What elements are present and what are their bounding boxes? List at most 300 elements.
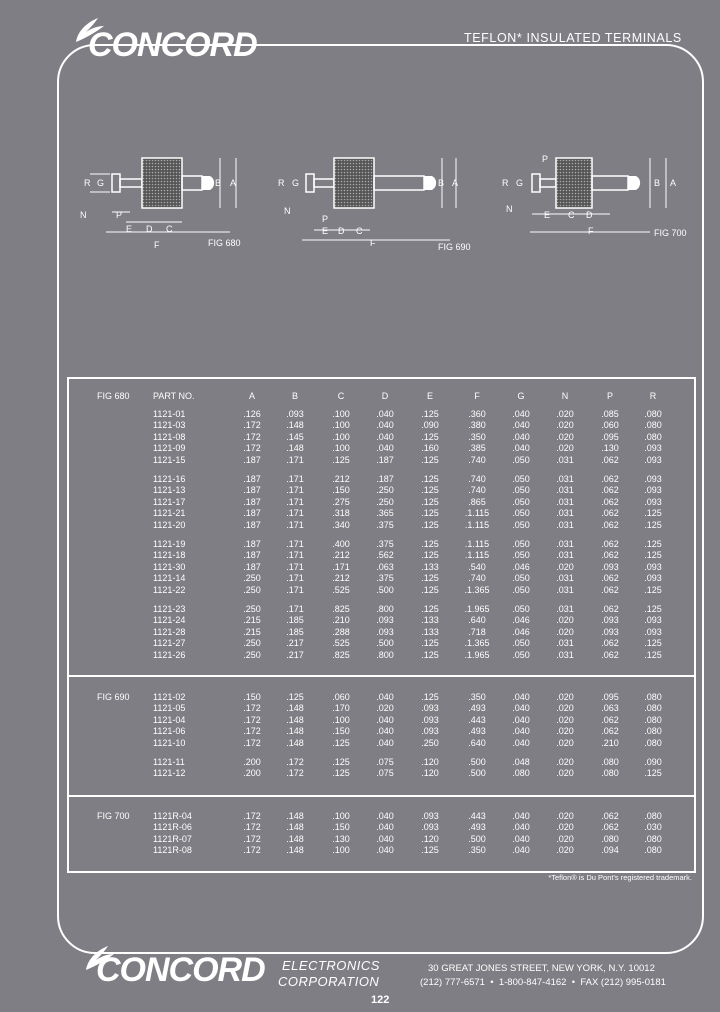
table-cell: .375 <box>376 519 394 530</box>
table-cell: .493 <box>468 822 486 833</box>
table-cell: .020 <box>556 726 574 737</box>
table-cell: .020 <box>556 768 574 779</box>
table-cell: .085 <box>601 409 619 419</box>
part-number: 1121-12 <box>153 768 186 779</box>
table-cell: .640 <box>468 737 486 748</box>
table-cell: .825 <box>332 649 350 660</box>
part-number: 1121-02 <box>153 692 186 702</box>
table-cell: .080 <box>644 811 662 821</box>
table-cell: .125 <box>332 768 350 779</box>
part-number: 1121-14 <box>153 573 186 584</box>
company-line-1: ELECTRONICS <box>282 958 380 973</box>
group-label: FIG 690 <box>97 692 130 702</box>
table-cell: .171 <box>332 561 350 572</box>
table-cell: .125 <box>644 649 662 660</box>
table-cell: .171 <box>286 584 304 595</box>
table-cell: .443 <box>468 714 486 725</box>
table-cell: .031 <box>556 519 574 530</box>
table-cell: .148 <box>286 833 304 844</box>
table-cell: .148 <box>286 714 304 725</box>
table-cell: .093 <box>644 485 662 496</box>
part-number: 1121-06 <box>153 726 186 737</box>
table-cell: .080 <box>644 703 662 714</box>
table-cell: .740 <box>468 474 486 484</box>
table-cell: .217 <box>286 638 304 649</box>
table-cell: .100 <box>332 811 350 821</box>
table-cell: .080 <box>601 833 619 844</box>
table-cell: .050 <box>512 539 530 549</box>
table-cell: .020 <box>556 692 574 702</box>
page-title: TEFLON* INSULATED TERMINALS <box>464 31 682 45</box>
table-cell: .187 <box>243 519 261 530</box>
table-cell: .365 <box>376 508 394 519</box>
table-cell: .040 <box>376 737 394 748</box>
table-cell: .740 <box>468 573 486 584</box>
column-header: P <box>606 391 613 401</box>
fig700-dim-n: N <box>506 204 513 214</box>
table-cell: .800 <box>376 649 394 660</box>
table-cell: .100 <box>332 431 350 442</box>
table-cell: .385 <box>468 443 486 454</box>
part-number: 1121-09 <box>153 443 186 454</box>
table-cell: .125 <box>421 474 439 484</box>
table-cell: .187 <box>243 539 261 549</box>
part-number: 1121R-07 <box>153 833 192 844</box>
table-cell: .040 <box>376 833 394 844</box>
table-divider <box>67 675 696 677</box>
table-cell: .093 <box>644 561 662 572</box>
table-cell: .250 <box>243 573 261 584</box>
part-number: 1121-04 <box>153 714 186 725</box>
table-cell: .031 <box>556 508 574 519</box>
table-cell: .020 <box>556 811 574 821</box>
table-cell: .125 <box>421 584 439 595</box>
table-cell: .187 <box>243 561 261 572</box>
table-cell: .148 <box>286 420 304 431</box>
fig700-dim-c: C <box>568 210 575 220</box>
table-cell: .080 <box>644 737 662 748</box>
table-cell: .172 <box>243 737 261 748</box>
table-cell: .093 <box>286 409 304 419</box>
fig-680-drawing <box>90 158 236 232</box>
table-cell: .093 <box>601 561 619 572</box>
column-header: C <box>337 391 345 401</box>
table-cell: .062 <box>601 573 619 584</box>
table-cell: .020 <box>556 757 574 767</box>
table-cell: .046 <box>512 615 530 626</box>
table-cell: .130 <box>332 833 350 844</box>
table-cell: .040 <box>512 822 530 833</box>
table-cell: .172 <box>243 833 261 844</box>
table-cell: .050 <box>512 584 530 595</box>
table-cell: .160 <box>421 443 439 454</box>
table-cell: .171 <box>286 519 304 530</box>
table-cell: .125 <box>644 768 662 779</box>
table-cell: .187 <box>376 454 394 465</box>
table-cell: .171 <box>286 508 304 519</box>
part-number: 1121R-08 <box>153 845 192 856</box>
table-cell: .170 <box>332 703 350 714</box>
table-cell: .062 <box>601 726 619 737</box>
table-divider <box>67 795 696 797</box>
fig690-dim-c: C <box>356 226 363 236</box>
table-cell: .094 <box>601 845 619 856</box>
fig680-dim-a: A <box>230 178 237 188</box>
part-number: 1121-03 <box>153 420 186 431</box>
table-cell: .080 <box>644 409 662 419</box>
table-cell: .640 <box>468 615 486 626</box>
table-cell: .020 <box>556 626 574 637</box>
table-cell: .865 <box>468 496 486 507</box>
table-cell: .1.965 <box>464 649 490 660</box>
table-cell: .040 <box>376 431 394 442</box>
company-line-2: CORPORATION <box>278 974 380 989</box>
table-cell: .031 <box>556 604 574 614</box>
table-cell: .125 <box>421 431 439 442</box>
table-cell: .1.965 <box>464 604 490 614</box>
table-cell: .095 <box>601 431 619 442</box>
part-number: 1121-26 <box>153 649 186 660</box>
table-cell: .093 <box>644 626 662 637</box>
table-cell: .360 <box>468 409 486 419</box>
fig-700-drawing <box>530 158 666 232</box>
table-cell: .063 <box>601 703 619 714</box>
table-cell: .250 <box>243 649 261 660</box>
table-cell: .500 <box>468 768 486 779</box>
table-cell: .020 <box>556 714 574 725</box>
table-cell: .050 <box>512 550 530 561</box>
table-cell: .040 <box>512 703 530 714</box>
part-number: 1121-20 <box>153 519 186 530</box>
table-cell: .125 <box>421 409 439 419</box>
part-number: 1121R-06 <box>153 822 192 833</box>
table-cell: .020 <box>556 431 574 442</box>
fig690-dim-r: R <box>278 178 285 188</box>
table-cell: .250 <box>243 638 261 649</box>
table-cell: .080 <box>644 692 662 702</box>
table-cell: .125 <box>421 550 439 561</box>
table-cell: .125 <box>286 692 304 702</box>
fig700-label: FIG 700 <box>654 228 687 238</box>
table-cell: .525 <box>332 638 350 649</box>
table-cell: .133 <box>421 615 439 626</box>
table-cell: .825 <box>332 604 350 614</box>
table-cell: .148 <box>286 822 304 833</box>
table-cell: .040 <box>512 692 530 702</box>
table-cell: .120 <box>421 757 439 767</box>
part-number: 1121-18 <box>153 550 186 561</box>
part-number: 1121-16 <box>153 474 186 484</box>
table-cell: .250 <box>421 737 439 748</box>
table-cell: .050 <box>512 485 530 496</box>
table-cell: .062 <box>601 714 619 725</box>
table-cell: .040 <box>512 726 530 737</box>
fig680-dim-n: N <box>80 210 87 220</box>
table-cell: .217 <box>286 649 304 660</box>
table-cell: .125 <box>644 604 662 614</box>
part-number: 1121-22 <box>153 584 186 595</box>
fig700-dim-e: E <box>544 210 551 220</box>
fig690-dim-g: G <box>292 178 300 188</box>
company-address: 30 GREAT JONES STREET, NEW YORK, N.Y. 10012 <box>428 963 655 974</box>
table-cell: .093 <box>376 615 394 626</box>
fig700-dim-r: R <box>502 178 509 188</box>
table-cell: .040 <box>512 443 530 454</box>
table-cell: .040 <box>376 409 394 419</box>
table-cell: .020 <box>556 822 574 833</box>
table-cell: .172 <box>243 431 261 442</box>
table-cell: .172 <box>286 768 304 779</box>
fig690-dim-a: A <box>452 178 459 188</box>
table-cell: .093 <box>644 496 662 507</box>
table-cell: .172 <box>243 443 261 454</box>
company-contact: (212) 777-6571 • 1-800-847-4162 • FAX (212) 995-0181 <box>420 977 666 988</box>
part-number: 1121-30 <box>153 561 186 572</box>
fig680-dim-f: F <box>154 240 160 250</box>
table-cell: .093 <box>421 822 439 833</box>
table-cell: .375 <box>376 539 394 549</box>
table-cell: .150 <box>332 726 350 737</box>
table-cell: .125 <box>421 604 439 614</box>
table-cell: .125 <box>644 584 662 595</box>
table-cell: .210 <box>601 737 619 748</box>
table-cell: .050 <box>512 604 530 614</box>
table-cell: .125 <box>421 496 439 507</box>
table-cell: .126 <box>243 409 261 419</box>
table-cell: .080 <box>644 714 662 725</box>
fig680-dim-d: D <box>146 224 153 234</box>
table-cell: .212 <box>332 474 350 484</box>
table-cell: .075 <box>376 768 394 779</box>
table-cell: .120 <box>421 833 439 844</box>
table-cell: .093 <box>601 615 619 626</box>
table-cell: .040 <box>376 845 394 856</box>
table-cell: .031 <box>556 550 574 561</box>
table-cell: .500 <box>376 638 394 649</box>
table-cell: .120 <box>421 768 439 779</box>
table-cell: .148 <box>286 737 304 748</box>
table-cell: .093 <box>601 626 619 637</box>
table-cell: .031 <box>556 485 574 496</box>
part-number: 1121R-04 <box>153 811 192 821</box>
table-cell: .185 <box>286 615 304 626</box>
table-cell: .040 <box>512 833 530 844</box>
table-cell: .187 <box>243 454 261 465</box>
table-cell: .040 <box>376 811 394 821</box>
table-cell: .525 <box>332 584 350 595</box>
table-cell: .040 <box>512 714 530 725</box>
column-header: G <box>517 391 525 401</box>
table-cell: .080 <box>644 431 662 442</box>
table-cell: .171 <box>286 573 304 584</box>
table-cell: .443 <box>468 811 486 821</box>
table-cell: .380 <box>468 420 486 431</box>
table-cell: .340 <box>332 519 350 530</box>
table-cell: .148 <box>286 703 304 714</box>
table-cell: .062 <box>601 454 619 465</box>
table-cell: .020 <box>556 703 574 714</box>
table-cell: .040 <box>376 692 394 702</box>
table-cell: .095 <box>601 692 619 702</box>
table-cell: .350 <box>468 692 486 702</box>
table-cell: .031 <box>556 649 574 660</box>
table-cell: .172 <box>243 811 261 821</box>
table-cell: .031 <box>556 496 574 507</box>
table-cell: .100 <box>332 845 350 856</box>
table-cell: .062 <box>601 474 619 484</box>
table-cell: .020 <box>556 737 574 748</box>
table-cell: .288 <box>332 626 350 637</box>
table-cell: .040 <box>376 822 394 833</box>
table-cell: .718 <box>468 626 486 637</box>
table-cell: .093 <box>644 573 662 584</box>
fig690-dim-p: P <box>322 214 329 224</box>
table-cell: .093 <box>421 811 439 821</box>
table-cell: .040 <box>376 714 394 725</box>
table-cell: .500 <box>468 757 486 767</box>
fig690-label: FIG 690 <box>438 242 471 252</box>
part-number: 1121-19 <box>153 539 186 549</box>
table-cell: .080 <box>644 420 662 431</box>
table-cell: .048 <box>512 757 530 767</box>
group-label: FIG 680 <box>97 391 130 401</box>
table-cell: .050 <box>512 519 530 530</box>
table-cell: .040 <box>376 443 394 454</box>
table-cell: .125 <box>332 454 350 465</box>
table-cell: .148 <box>286 726 304 737</box>
table-cell: .125 <box>644 550 662 561</box>
table-cell: .172 <box>243 420 261 431</box>
table-cell: .040 <box>376 420 394 431</box>
table-cell: .090 <box>421 420 439 431</box>
fig700-dim-d: D <box>586 210 593 220</box>
table-cell: .493 <box>468 703 486 714</box>
table-cell: .172 <box>243 845 261 856</box>
table-cell: .050 <box>512 573 530 584</box>
table-cell: .125 <box>421 573 439 584</box>
table-cell: .130 <box>601 443 619 454</box>
part-number: 1121-15 <box>153 454 186 465</box>
table-cell: .250 <box>243 584 261 595</box>
table-cell: .171 <box>286 604 304 614</box>
table-cell: .740 <box>468 454 486 465</box>
table-cell: .133 <box>421 561 439 572</box>
table-cell: .040 <box>512 409 530 419</box>
table-cell: .093 <box>376 626 394 637</box>
table-cell: .100 <box>332 443 350 454</box>
table-cell: .125 <box>421 649 439 660</box>
table-cell: .031 <box>556 573 574 584</box>
fig690-dim-d: D <box>338 226 345 236</box>
table-cell: .031 <box>556 584 574 595</box>
part-number: 1121-17 <box>153 496 186 507</box>
table-cell: .080 <box>512 768 530 779</box>
table-cell: .062 <box>601 496 619 507</box>
table-cell: .171 <box>286 485 304 496</box>
table-cell: .125 <box>421 485 439 496</box>
table-cell: .800 <box>376 604 394 614</box>
fig680-dim-e: E <box>126 224 133 234</box>
table-cell: .740 <box>468 485 486 496</box>
table-cell: .050 <box>512 508 530 519</box>
table-cell: .540 <box>468 561 486 572</box>
table-cell: .148 <box>286 845 304 856</box>
part-number: 1121-27 <box>153 638 186 649</box>
footnote: *Teflon® is Du Pont's registered trademark. <box>548 873 692 882</box>
table-cell: .062 <box>601 604 619 614</box>
table-cell: .040 <box>512 431 530 442</box>
table-cell: .1.115 <box>464 519 490 530</box>
footer-brand-logo: CONCORD <box>96 951 265 989</box>
part-number: 1121-10 <box>153 737 186 748</box>
table-cell: .093 <box>421 726 439 737</box>
table-cell: .062 <box>601 519 619 530</box>
part-number: 1121-08 <box>153 431 186 442</box>
table-cell: .020 <box>556 443 574 454</box>
table-cell: .150 <box>243 692 261 702</box>
table-cell: .030 <box>644 822 662 833</box>
column-header: B <box>291 391 298 401</box>
table-cell: .171 <box>286 550 304 561</box>
table-cell: .562 <box>376 550 394 561</box>
table-cell: .171 <box>286 496 304 507</box>
table-cell: .210 <box>332 615 350 626</box>
table-cell: .171 <box>286 539 304 549</box>
table-cell: .187 <box>243 474 261 484</box>
table-cell: .500 <box>376 584 394 595</box>
fig680-dim-b: B <box>215 178 222 188</box>
table-cell: .093 <box>644 615 662 626</box>
table-cell: .100 <box>332 714 350 725</box>
table-cell: .133 <box>421 626 439 637</box>
table-cell: .187 <box>243 496 261 507</box>
table-cell: .020 <box>376 703 394 714</box>
table-cell: .250 <box>243 604 261 614</box>
table-cell: .031 <box>556 474 574 484</box>
table-cell: .050 <box>512 454 530 465</box>
table-cell: .275 <box>332 496 350 507</box>
table-cell: .040 <box>512 811 530 821</box>
fig680-dim-p: P <box>116 210 123 220</box>
table-cell: .350 <box>468 431 486 442</box>
table-cell: .093 <box>421 714 439 725</box>
part-no-header: PART NO. <box>153 391 195 401</box>
table-cell: .093 <box>644 474 662 484</box>
table-cell: .125 <box>644 539 662 549</box>
table-cell: .172 <box>286 757 304 767</box>
fig680-label: FIG 680 <box>208 238 241 248</box>
table-cell: .200 <box>243 768 261 779</box>
column-header: E <box>426 391 433 401</box>
fig690-dim-b: B <box>438 178 445 188</box>
table-cell: .050 <box>512 638 530 649</box>
table-cell: .062 <box>601 638 619 649</box>
column-header: D <box>381 391 389 401</box>
table-cell: .080 <box>601 757 619 767</box>
table-cell: .215 <box>243 615 261 626</box>
table-cell: .125 <box>421 539 439 549</box>
table-cell: .171 <box>286 561 304 572</box>
table-cell: .062 <box>601 822 619 833</box>
table-cell: .250 <box>376 496 394 507</box>
table-cell: .031 <box>556 454 574 465</box>
part-number: 1121-23 <box>153 604 186 614</box>
table-cell: .187 <box>243 508 261 519</box>
table-cell: .060 <box>601 420 619 431</box>
table-cell: .187 <box>376 474 394 484</box>
table-cell: .080 <box>644 726 662 737</box>
table-cell: .031 <box>556 638 574 649</box>
